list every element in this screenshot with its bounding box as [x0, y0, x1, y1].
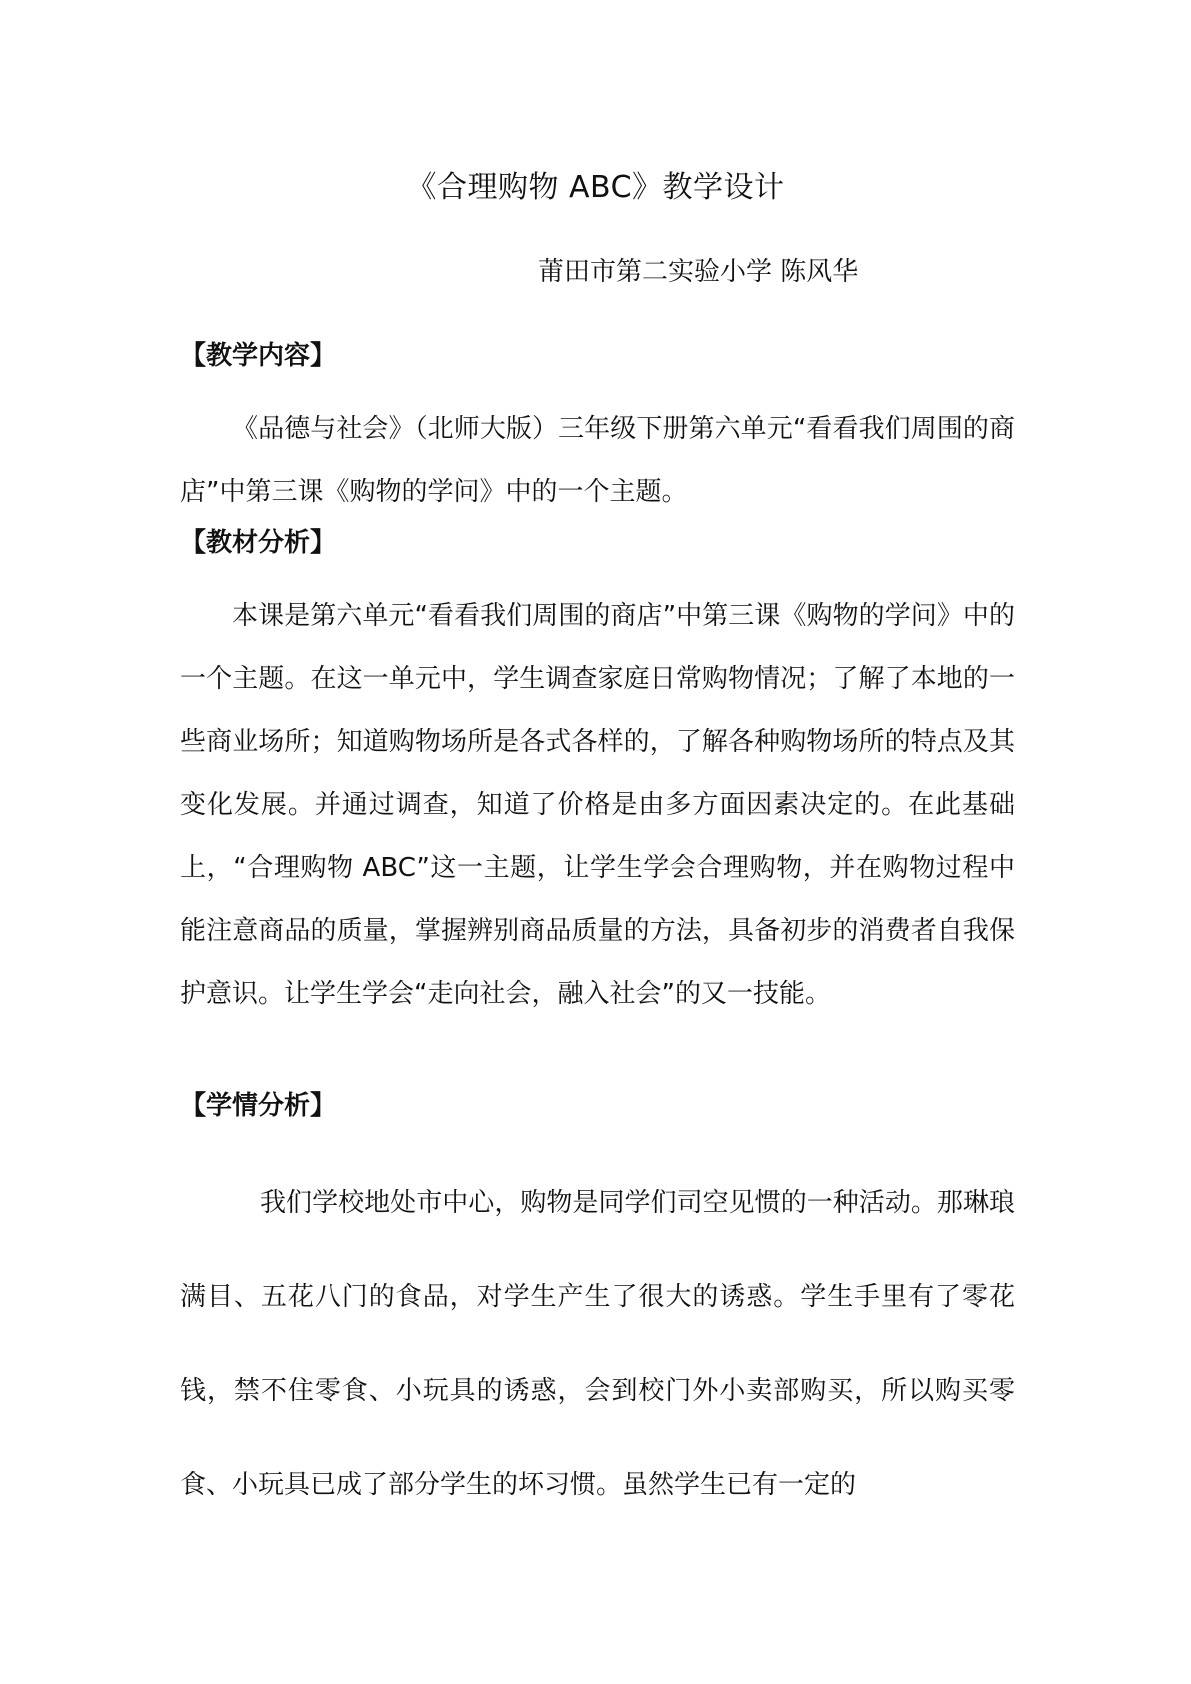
section-heading-student-analysis: 【学情分析】 [180, 1091, 337, 1121]
section-paragraph-textbook-analysis: 本课是第六单元“看看我们周围的商店”中第三课《购物的学问》中的一个主题。在这一单元中，学生调查家庭日常购物情况；了解了本地的一些商业场所；知道购物场所是各式各样的，了解各种购物场所的特点及其变化发展。并通过调查，知道了价格是由多方面因素决定的。在此基础上，“合理购物 ABC”这一主题，让学生学会合理购物，并在购物过程中能注意商品的质量，掌握辨别商品质量的方法，具备初步的消费者自我保护意识。让学生学会“走向社会，融入社会”的又一技能。 [180, 601, 1015, 1009]
document-title: 《合理购物 ABC》教学设计 [406, 170, 785, 205]
section-paragraph-student-analysis: 我们学校地处市中心，购物是同学们司空见惯的一种活动。那琳琅满目、五花八门的食品，对学生产生了很大的诱惑。学生手里有了零花钱，禁不住零食、小玩具的诱惑，会到校门外小卖部购买，所以购买零食、小玩具已成了部分学生的坏习惯。虽然学生已有一定的 [180, 1188, 1015, 1500]
section-paragraph-teaching-content: 《品德与社会》（北师大版）三年级下册第六单元“看看我们周围的商店”中第三课《购物的学问》中的一个主题。 [180, 414, 1015, 507]
section-heading-teaching-content: 【教学内容】 [180, 341, 337, 371]
section-heading-textbook-analysis: 【教材分析】 [180, 528, 337, 558]
document-author: 莆田市第二实验小学 陈风华 [538, 257, 859, 287]
